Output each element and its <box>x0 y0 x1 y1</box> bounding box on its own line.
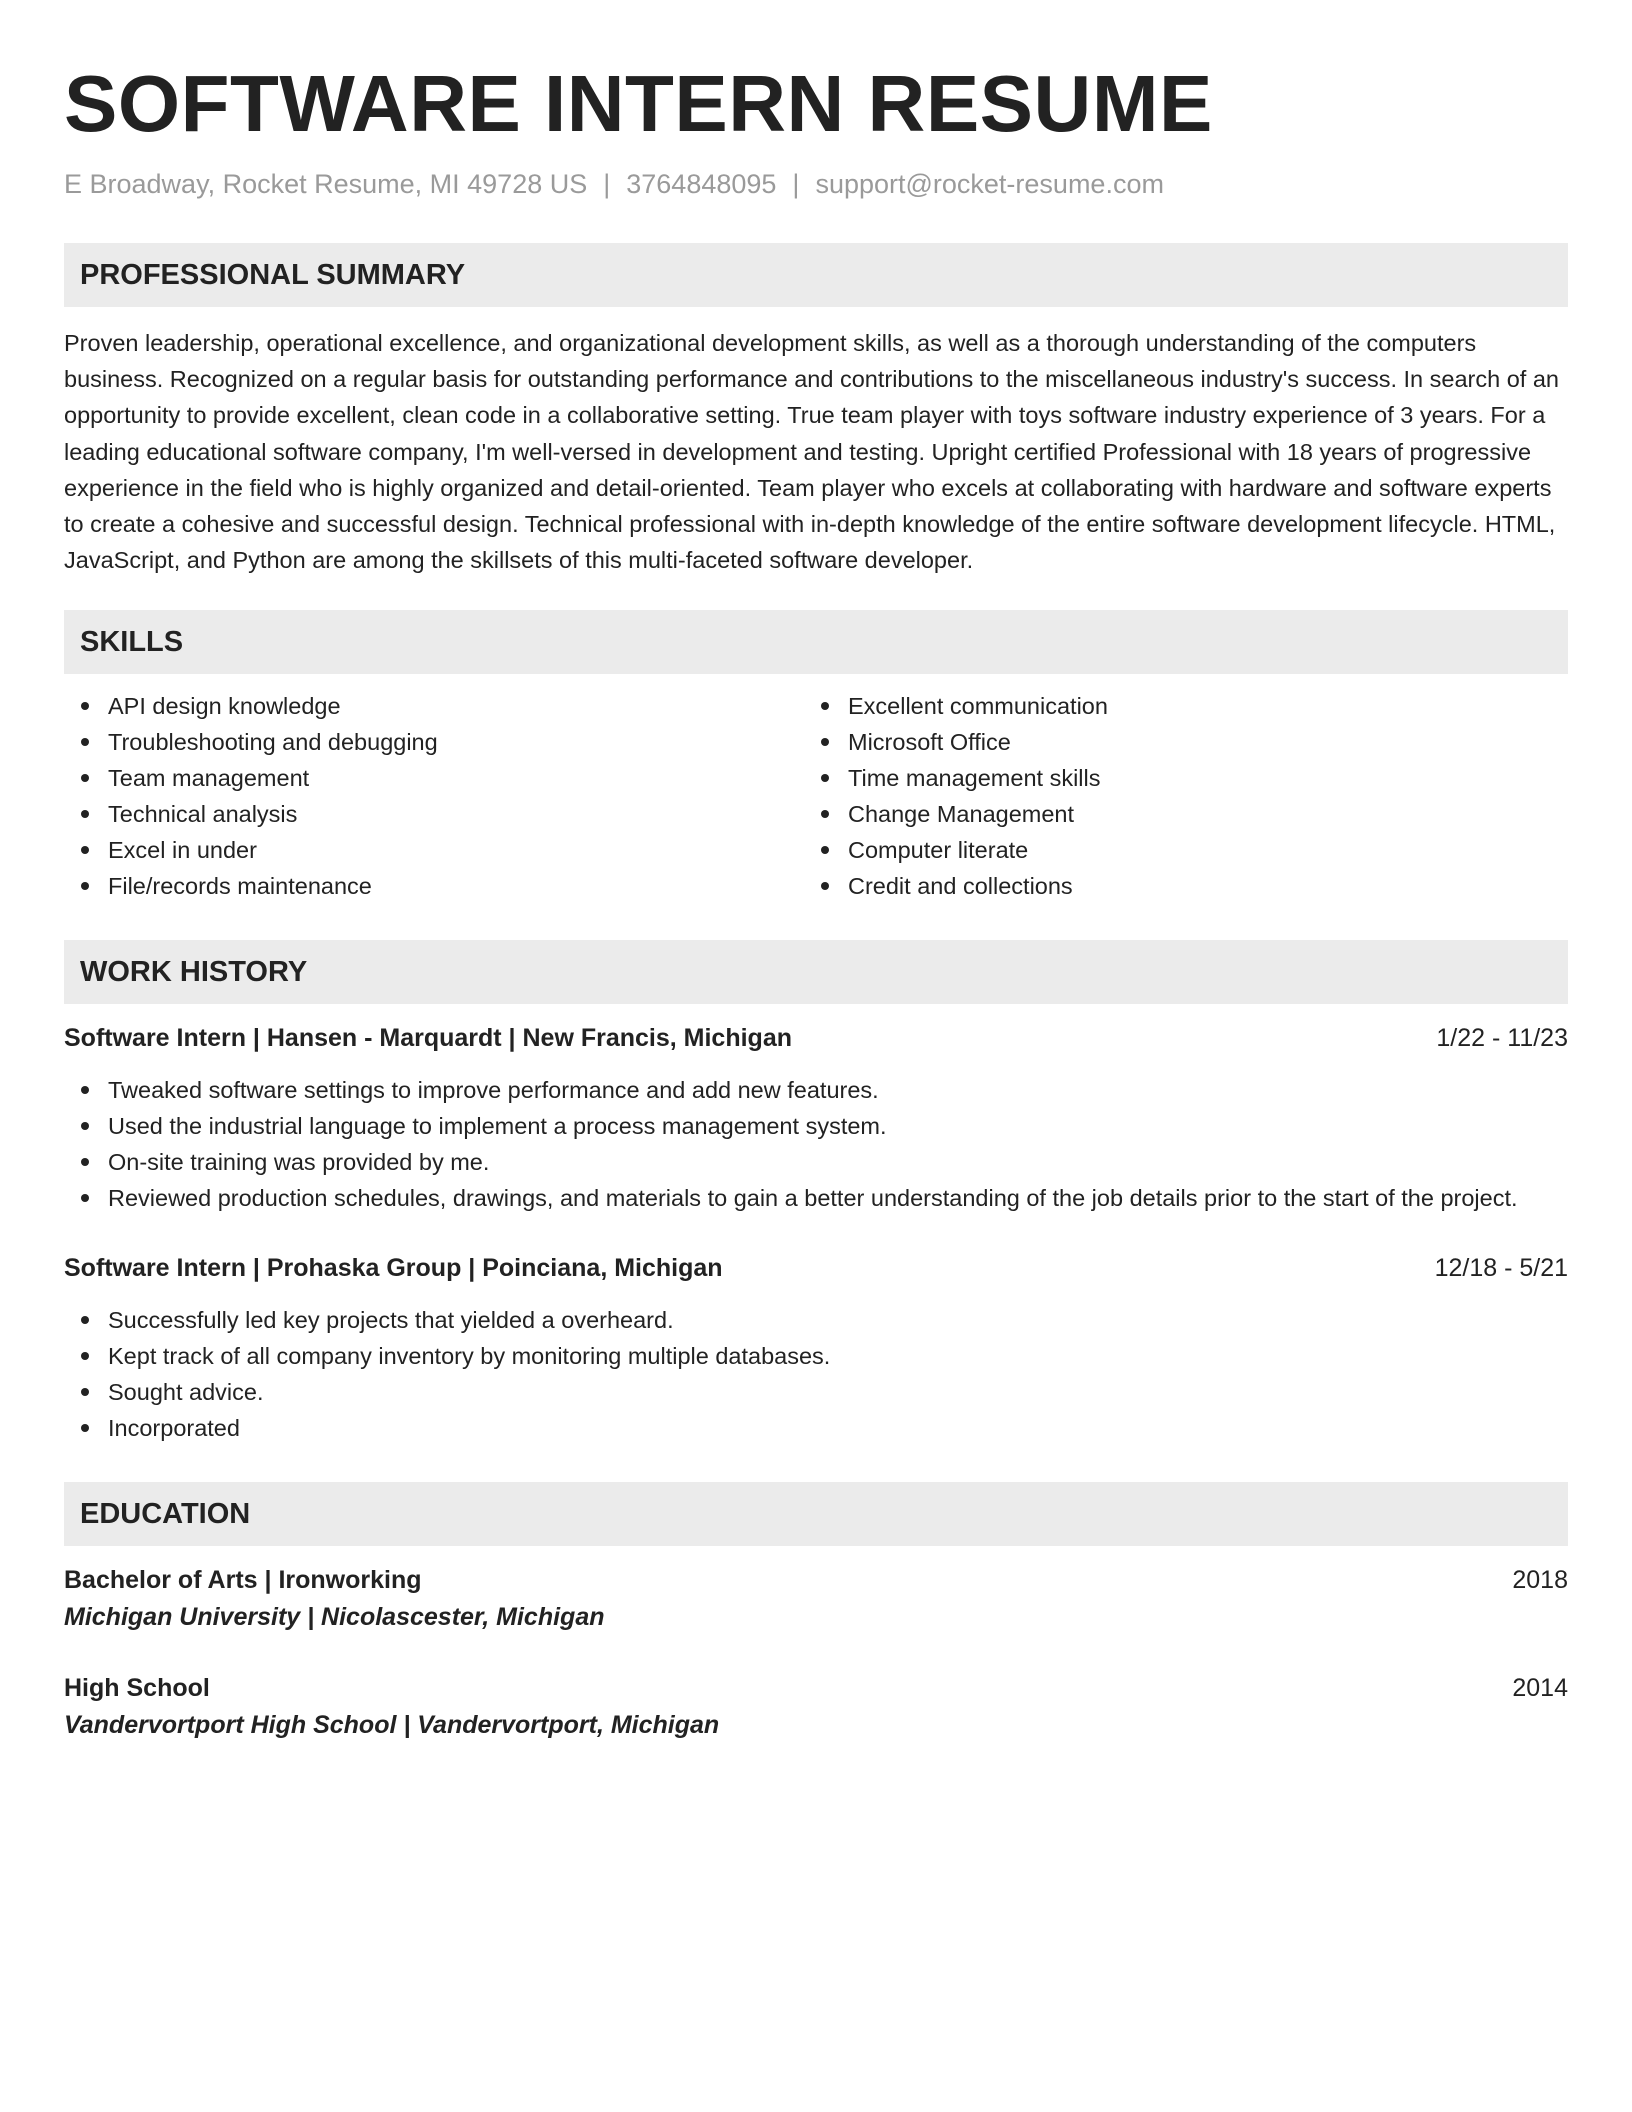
job-bullet: Sought advice. <box>64 1374 1568 1410</box>
skills-column-left <box>64 688 804 904</box>
bullet-icon <box>821 810 829 818</box>
summary-text: Proven leadership, operational excellence, and organizational development skills, as well as a thorough understanding of the computers business. Recognized on a regular basis for outstanding performance and contributions to the miscellaneous industry's success. In search of an opportunity to provide excellent, clean code in a collaborative setting. True team player with toys software industry experience of 3 years. For a leading educational software company, I'm well-versed in development and testing. Upright certified Professional with 18 years of progressive experience in the field who is highly organized and detail-oriented. Team player who excels at collaborating with hardware and software experts to create a cohesive and successful design. Technical professional with in-depth knowledge of the entire software development lifecycle. HTML, JavaScript, and Python are among the skillsets of this multi-faceted software developer. <box>64 330 1559 574</box>
contact-line <box>64 166 1568 202</box>
section-header-skills: SKILLS <box>64 610 1568 674</box>
skills-column-right <box>804 688 1544 904</box>
job-bullet: Reviewed production schedules, drawings, and materials to gain a better understanding of the job details prior to the start of the project. <box>64 1180 1568 1216</box>
education-entry <box>64 1562 1568 1636</box>
skills-list <box>64 688 1568 904</box>
bullet-icon <box>81 846 89 854</box>
skill-item: Time management skills <box>804 760 1544 796</box>
job-title: Software Intern | Hansen - Marquardt | New Francis, Michigan <box>64 1024 793 1053</box>
job-bullet: Used the industrial language to implement a process management system. <box>64 1108 1568 1144</box>
job-bullets <box>64 1302 1568 1446</box>
bullet-icon <box>81 1388 89 1396</box>
contact-address: E Broadway, Rocket Resume, MI 49728 US <box>64 169 588 199</box>
education-header <box>64 1670 1568 1706</box>
bullet-icon <box>821 702 829 710</box>
job-header <box>64 1250 1568 1286</box>
education-degree: Bachelor of Arts | Ironworking <box>64 1566 422 1595</box>
bullet-icon <box>81 1352 89 1360</box>
section-header-work-history: WORK HISTORY <box>64 940 1568 1004</box>
education-header <box>64 1562 1568 1598</box>
job-bullet: Kept track of all company inventory by monitoring multiple databases. <box>64 1338 1568 1374</box>
section-header-summary: PROFESSIONAL SUMMARY <box>64 243 1568 307</box>
bullet-icon <box>81 810 89 818</box>
section-header-education: EDUCATION <box>64 1482 1568 1546</box>
bullet-icon <box>821 774 829 782</box>
job-bullet: On-site training was provided by me. <box>64 1144 1568 1180</box>
bullet-icon <box>81 702 89 710</box>
job-bullet: Incorporated <box>64 1410 1568 1446</box>
education-school: Vandervortport High School | Vandervortport, Michigan <box>64 1711 720 1740</box>
bullet-icon <box>81 1158 89 1166</box>
bullet-icon <box>821 846 829 854</box>
job-dates: 12/18 - 5/21 <box>1434 1254 1568 1283</box>
job-header <box>64 1020 1568 1056</box>
skill-item: Excel in under <box>64 832 804 868</box>
job-entry <box>64 1020 1568 1216</box>
job-title: Software Intern | Prohaska Group | Poinciana, Michigan <box>64 1254 723 1283</box>
contact-separator: | <box>792 169 800 199</box>
education-entry <box>64 1670 1568 1744</box>
bullet-icon <box>81 1122 89 1130</box>
bullet-icon <box>81 1316 89 1324</box>
bullet-icon <box>81 1194 89 1202</box>
education-degree: High School <box>64 1674 210 1703</box>
contact-separator: | <box>603 169 611 199</box>
education-year: 2014 <box>1512 1674 1568 1703</box>
skill-item: Computer literate <box>804 832 1544 868</box>
bullet-icon <box>81 738 89 746</box>
skill-item: Microsoft Office <box>804 724 1544 760</box>
skill-item: Technical analysis <box>64 796 804 832</box>
education-school: Michigan University | Nicolascester, Michigan <box>64 1603 605 1632</box>
skill-item: Team management <box>64 760 804 796</box>
skill-item: File/records maintenance <box>64 868 804 904</box>
bullet-icon <box>81 882 89 890</box>
bullet-icon <box>821 738 829 746</box>
contact-email: support@rocket-resume.com <box>815 169 1164 199</box>
job-entry <box>64 1250 1568 1446</box>
bullet-icon <box>81 774 89 782</box>
bullet-icon <box>81 1086 89 1094</box>
skill-item: Change Management <box>804 796 1544 832</box>
bullet-icon <box>81 1424 89 1432</box>
job-dates: 1/22 - 11/23 <box>1436 1024 1568 1053</box>
job-bullet: Tweaked software settings to improve performance and add new features. <box>64 1072 1568 1108</box>
contact-phone: 3764848095 <box>626 169 777 199</box>
skill-item: Excellent communication <box>804 688 1544 724</box>
job-bullet: Successfully led key projects that yielded a overheard. <box>64 1302 1568 1338</box>
job-bullets <box>64 1072 1568 1216</box>
bullet-icon <box>821 882 829 890</box>
education-year: 2018 <box>1512 1566 1568 1595</box>
skill-item: Credit and collections <box>804 868 1544 904</box>
skill-item: API design knowledge <box>64 688 804 724</box>
skill-item: Troubleshooting and debugging <box>64 724 804 760</box>
resume-title: SOFTWARE INTERN RESUME <box>64 59 1213 148</box>
